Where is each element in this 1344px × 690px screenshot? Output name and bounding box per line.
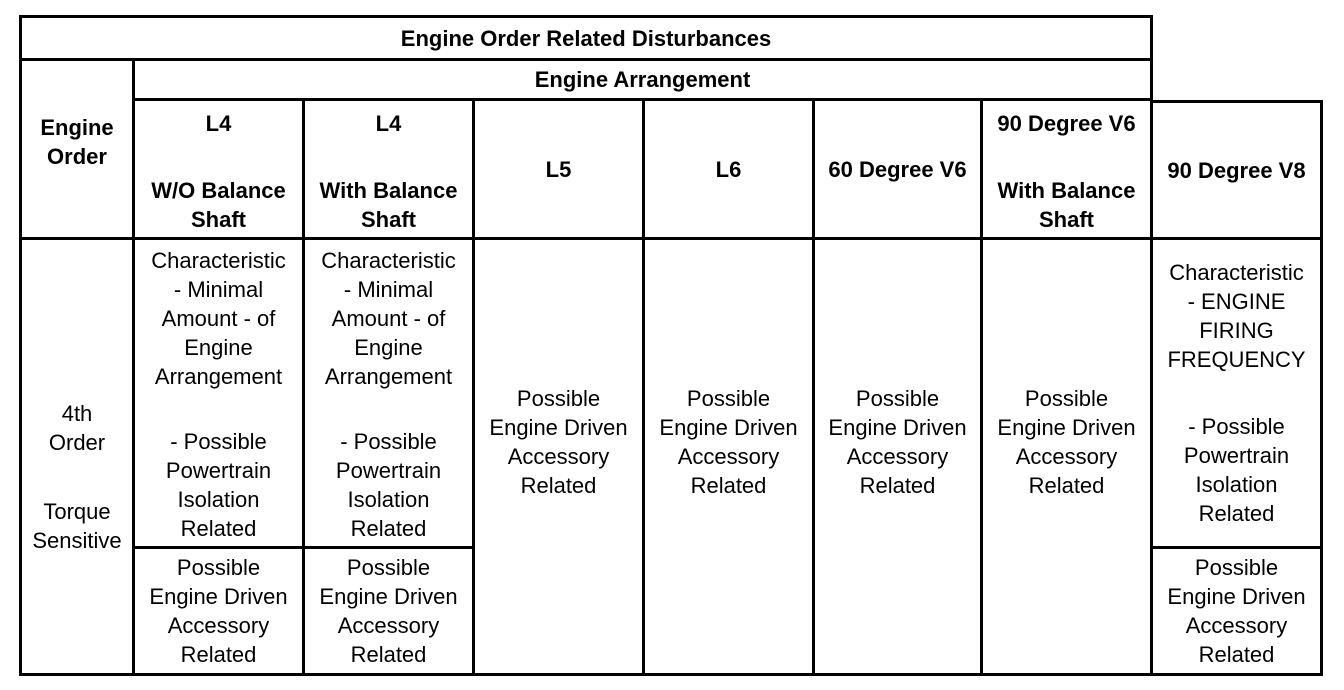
col1-top: L4 xyxy=(205,111,232,136)
engine-order-line2: Order xyxy=(47,144,107,169)
accessory-line: Possible xyxy=(1194,555,1279,580)
powertrain-line: - Possible xyxy=(170,429,267,454)
accessory-line: Engine Driven xyxy=(489,414,628,440)
column-header-l5 xyxy=(472,98,645,240)
cell-l5-accessory xyxy=(472,237,645,676)
accessory-line: Engine Driven xyxy=(659,414,798,440)
firing-line: - ENGINE xyxy=(1187,289,1286,314)
powertrain-line: - Possible xyxy=(340,429,437,454)
cell-l4-with-characteristic xyxy=(302,237,475,549)
powertrain-line: Isolation xyxy=(177,487,260,512)
firing-line: FREQUENCY xyxy=(1167,347,1306,372)
engine-arrangement-text: Engine Arrangement xyxy=(534,67,751,92)
column-header-90-degree-v8 xyxy=(1150,100,1323,240)
powertrain-line: Isolation xyxy=(347,487,430,512)
col5-label: 60 Degree V6 xyxy=(828,156,967,182)
col2-top: L4 xyxy=(375,111,402,136)
accessory-line: Possible xyxy=(176,555,261,580)
column-header-l4-wo-balance xyxy=(132,98,305,240)
row-order: 4th xyxy=(61,400,93,426)
accessory-line: Engine Driven xyxy=(997,414,1136,440)
row-sensitive: Sensitive xyxy=(32,527,122,553)
col1-line2: Shaft xyxy=(191,207,246,232)
col6-top: 90 Degree V6 xyxy=(997,111,1136,136)
accessory-line: Engine Driven xyxy=(1167,584,1306,609)
accessory-line: Related xyxy=(180,642,257,667)
col6-line2: Shaft xyxy=(1039,207,1094,232)
accessory-line: Accessory xyxy=(846,443,949,469)
accessory-line: Accessory xyxy=(677,443,780,469)
table-title xyxy=(19,15,1153,61)
char-line: - Minimal xyxy=(173,277,264,302)
cell-l4-wo-characteristic xyxy=(132,237,305,549)
char-line: Arrangement xyxy=(324,364,453,389)
row-order2: Order xyxy=(48,429,106,455)
accessory-line: Possible xyxy=(686,385,771,411)
accessory-line: Related xyxy=(520,472,597,498)
accessory-line: Related xyxy=(350,642,427,667)
column-header-60-degree-v6 xyxy=(812,98,983,240)
powertrain-line: Related xyxy=(1198,501,1275,526)
col6-line1: With Balance xyxy=(997,178,1136,203)
accessory-line: Engine Driven xyxy=(149,584,288,609)
accessory-line: Accessory xyxy=(337,613,440,638)
accessory-line: Related xyxy=(1028,472,1105,498)
char-line: Arrangement xyxy=(154,364,283,389)
accessory-line: Accessory xyxy=(1015,443,1118,469)
cell-l4-with-accessory xyxy=(302,546,475,676)
accessory-line: Related xyxy=(1198,642,1275,667)
powertrain-line: Powertrain xyxy=(165,458,272,483)
column-header-90-degree-v6 xyxy=(980,98,1153,240)
accessory-line: Possible xyxy=(516,385,601,411)
powertrain-line: Isolation xyxy=(1195,472,1278,497)
accessory-line: Related xyxy=(859,472,936,498)
accessory-line: Possible xyxy=(346,555,431,580)
powertrain-line: Powertrain xyxy=(1183,443,1290,468)
accessory-line: Accessory xyxy=(1185,613,1288,638)
col4-label: L6 xyxy=(715,156,742,182)
char-line: Characteristic xyxy=(321,248,456,273)
cell-90v8-characteristic xyxy=(1150,237,1323,549)
column-header-l4-with-balance xyxy=(302,98,475,240)
accessory-line: Accessory xyxy=(507,443,610,469)
char-line: - Minimal xyxy=(343,277,434,302)
accessory-line: Accessory xyxy=(167,613,270,638)
char-line: Characteristic xyxy=(151,248,286,273)
cell-60v6-accessory xyxy=(812,237,983,676)
col1-line1: W/O Balance xyxy=(151,178,286,203)
accessory-line: Related xyxy=(690,472,767,498)
cell-l4-wo-accessory xyxy=(132,546,305,676)
powertrain-line: Related xyxy=(180,516,257,541)
powertrain-line: Powertrain xyxy=(335,458,442,483)
col2-line2: Shaft xyxy=(361,207,416,232)
engine-arrangement-header xyxy=(132,58,1153,101)
cell-90v6-accessory xyxy=(980,237,1153,676)
firing-line: FIRING xyxy=(1199,318,1274,343)
accessory-line: Engine Driven xyxy=(828,414,967,440)
powertrain-line: Related xyxy=(350,516,427,541)
col2-line1: With Balance xyxy=(319,178,458,203)
char-line: Engine xyxy=(354,335,423,360)
column-header-l6 xyxy=(642,98,815,240)
col7-label: 90 Degree V8 xyxy=(1167,157,1306,183)
accessory-line: Possible xyxy=(1024,385,1109,411)
engine-order-header xyxy=(19,58,135,240)
char-line: Engine xyxy=(184,335,253,360)
cell-90v8-accessory xyxy=(1150,546,1323,676)
row-torque: Torque xyxy=(43,498,111,524)
col3-label: L5 xyxy=(545,156,572,182)
accessory-line: Engine Driven xyxy=(319,584,458,609)
cell-l6-accessory xyxy=(642,237,815,676)
firing-line: Characteristic xyxy=(1169,260,1304,285)
table-title-text: Engine Order Related Disturbances xyxy=(400,25,772,51)
char-line: Amount - of xyxy=(331,306,446,331)
char-line: Amount - of xyxy=(161,306,276,331)
powertrain-line: - Possible xyxy=(1188,414,1285,439)
accessory-line: Possible xyxy=(855,385,940,411)
row-label-4th-order xyxy=(19,237,135,676)
engine-order-line1: Engine xyxy=(40,115,114,140)
